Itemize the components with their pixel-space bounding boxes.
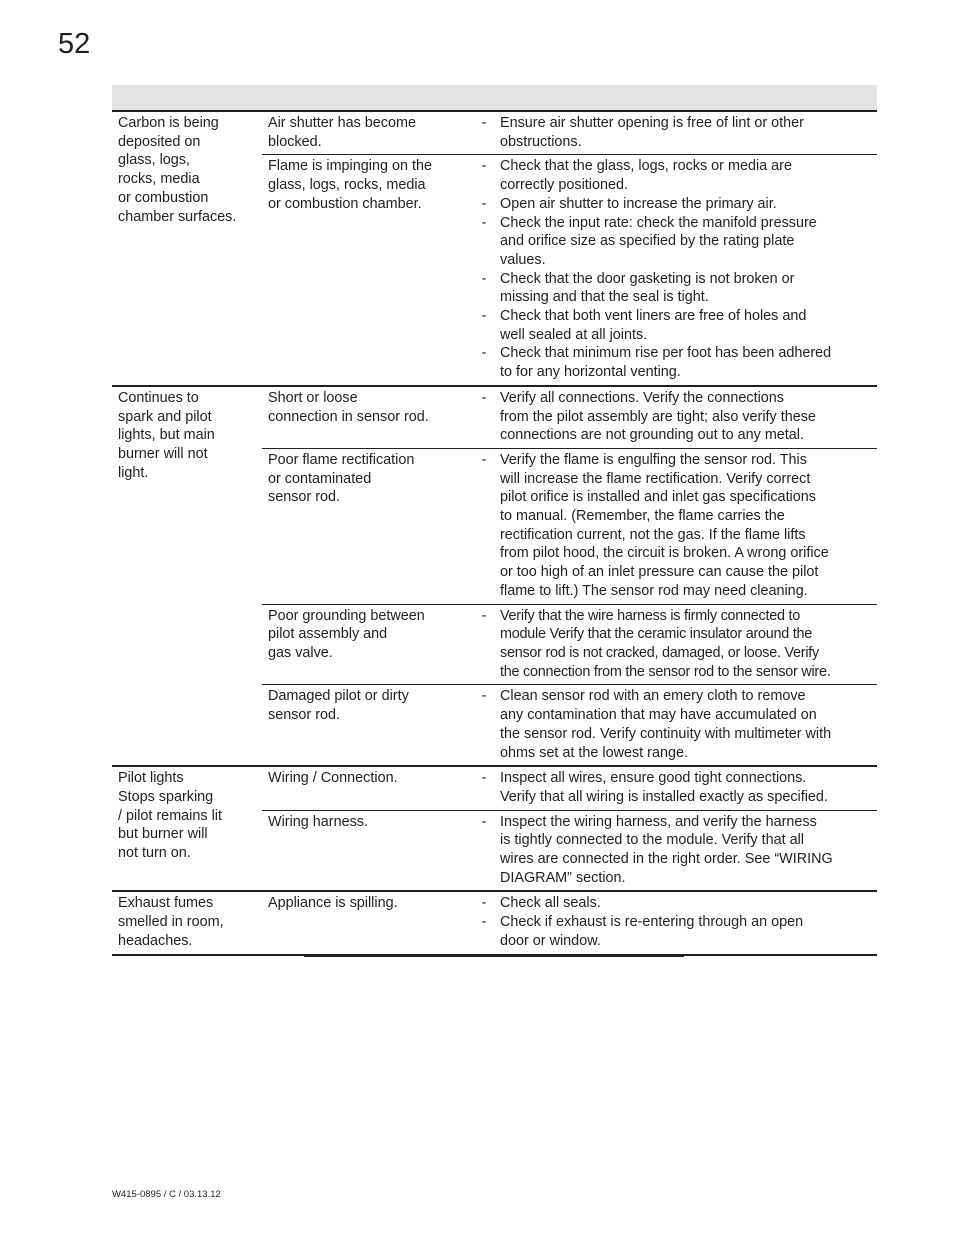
text-line: values. [500,251,546,268]
bullet-dash: - [481,770,487,787]
text-line: or too high of an inlet pressure can cause the pilot [500,564,819,581]
bullet-dash: - [481,115,487,131]
bullet-dash: - [481,158,487,175]
cause-row [262,604,877,685]
text-line: Short or loose [268,389,358,406]
cause-row [262,448,877,604]
text-line: connection in sensor rod. [268,408,429,425]
remedy-cell [468,811,877,891]
cause-cell [262,112,468,154]
text-line: Poor grounding between [268,607,425,624]
remedy-item [468,195,877,214]
text-line: Wiring harness. [268,813,368,830]
text-line: deposited on [118,133,201,150]
troubleshooting-table [112,112,877,956]
text-line: Verify that the wire harness is firmly connected to [500,607,800,624]
remedy-text [500,270,877,307]
text-line: Check that both vent liners are free of holes and [500,308,807,325]
bullet-dash: - [481,345,487,362]
text-line: Check all seals. [500,895,601,912]
remedy-text [500,769,877,806]
cause-cell [262,811,468,891]
remedy-cell [468,387,877,448]
cause-row [262,684,877,765]
text-line: Wiring / Connection. [268,770,398,787]
cause-row [262,112,877,154]
text-line: Check if exhaust is re-entering through an open [500,914,804,931]
text-line: DIAGRAM” section. [500,869,626,886]
text-line: smelled in room, [118,914,224,931]
text-line: wires are connected in the right order. See “WIRING [500,851,833,868]
text-line: any contamination that may have accumulated on [500,707,817,724]
problem-group [112,767,877,892]
bullet-dash: - [481,308,487,325]
remedy-item [468,451,877,601]
text-line: light. [118,464,149,481]
text-line: Check that the door gasketing is not broken or [500,270,795,287]
text-line: sensor rod is not cracked, damaged, or loose. Verify [500,644,819,661]
page-number: 52 [58,28,91,60]
cause-row [262,767,877,809]
bullet-dash: - [481,451,487,468]
text-line: burner will not [118,445,208,462]
remedy-text [500,389,877,445]
text-line: glass, logs, [118,152,190,169]
text-line: headaches. [118,932,193,949]
causes-column [262,112,877,385]
text-line: Appliance is spilling. [268,895,398,912]
text-line: Flame is impinging on the [268,158,432,175]
symptom-cell [112,112,262,385]
text-line: Exhaust fumes [118,895,214,912]
remedy-item [468,913,877,950]
causes-column [262,892,877,953]
text-line: obstructions. [500,133,582,150]
text-line: Continues to [118,389,199,406]
remedy-text [500,813,877,888]
text-line: Poor flame rectification [268,451,415,468]
table-header-band [112,85,877,112]
text-line: blocked. [268,133,322,150]
text-line: Carbon is being [118,115,219,131]
cause-cell [262,767,468,809]
remedy-item [468,270,877,307]
remedy-text [500,114,877,151]
text-line: is tightly connected to the module. Verify that all [500,832,804,849]
text-line: the connection from the sensor rod to the sensor wire. [500,663,831,680]
remedy-cell [468,767,877,809]
bullet-dash: - [481,895,487,912]
remedy-text [500,344,877,381]
text-line: missing and that the seal is tight. [500,289,709,306]
remedy-text [500,913,877,950]
text-line: rocks, media [118,171,200,188]
text-line: module Verify that the ceramic insulator around the [500,626,813,643]
text-line: pilot orifice is installed and inlet gas specifications [500,489,816,506]
text-line: Check that minimum rise per foot has been adhered [500,345,832,362]
text-line: will increase the flame rectification. Verify correct [500,470,811,487]
symptom-cell [112,767,262,890]
document-code: W415-0895 / C / 03.13.12 [112,1189,221,1200]
remedy-text [500,195,877,214]
causes-column [262,387,877,765]
remedy-text [500,607,877,682]
text-line: Inspect the wiring harness, and verify the harness [500,813,817,830]
symptom-cell [112,892,262,953]
cause-cell [262,892,468,953]
remedy-item [468,114,877,151]
text-line: Ensure air shutter opening is free of lint or other [500,115,804,131]
text-line: sensor rod. [268,489,340,506]
text-line: to manual. (Remember, the flame carries the [500,508,785,525]
remedy-text [500,451,877,601]
remedy-item [468,214,877,270]
remedy-cell [468,449,877,604]
text-line: but burner will [118,826,208,843]
text-line: spark and pilot [118,408,212,425]
text-line: sensor rod. [268,707,340,724]
text-line: not turn on. [118,845,191,862]
text-line: flame to lift.) The sensor rod may need cleaning. [500,582,808,599]
text-line: Damaged pilot or dirty [268,688,409,705]
remedy-cell [468,685,877,765]
bullet-dash: - [481,389,487,406]
text-line: connections are not grounding out to any metal. [500,427,805,444]
remedy-text [500,157,877,194]
text-line: well sealed at all joints. [500,326,648,343]
text-line: Verify that all wiring is installed exactly as specified. [500,788,828,805]
remedy-text [500,214,877,270]
cause-cell [262,685,468,765]
text-line: the sensor rod. Verify continuity with multimeter with [500,725,832,742]
cause-cell [262,449,468,604]
remedy-item [468,307,877,344]
bullet-dash: - [481,214,487,231]
remedy-item [468,607,877,682]
problem-group [112,387,877,767]
remedy-text [500,894,877,913]
remedy-cell [468,892,877,953]
text-line: chamber surfaces. [118,208,237,225]
cause-row [262,154,877,384]
text-line: / pilot remains lit [118,807,222,824]
remedy-item [468,813,877,888]
text-line: correctly positioned. [500,177,628,194]
text-line: Check the input rate: check the manifold pressure [500,214,817,231]
text-line: door or window. [500,932,601,949]
text-line: ohms set at the lowest range. [500,744,688,761]
text-line: Open air shutter to increase the primary air. [500,195,777,212]
text-line: Check that the glass, logs, rocks or media are [500,158,792,175]
cause-cell [262,605,468,685]
text-line: Air shutter has become [268,115,416,131]
remedy-cell [468,112,877,154]
text-line: rectification current, not the gas. If the flame lifts [500,526,806,543]
text-line: from the pilot assembly are tight; also verify these [500,408,816,425]
cause-row [262,387,877,448]
causes-column [262,767,877,890]
bullet-dash: - [481,688,487,705]
cause-cell [262,387,468,448]
bullet-dash: - [481,195,487,212]
remedy-item [468,687,877,762]
problem-group [112,892,877,955]
remedy-item [468,157,877,194]
text-line: Verify the flame is engulfing the sensor rod. This [500,451,807,468]
remedy-item [468,344,877,381]
bullet-dash: - [481,813,487,830]
bullet-dash: - [481,270,487,287]
text-line: Clean sensor rod with an emery cloth to remove [500,688,806,705]
text-line: Pilot lights [118,770,184,787]
remedy-text [500,307,877,344]
problem-group [112,112,877,387]
footer-rule [304,956,684,957]
remedy-cell [468,155,877,384]
cause-row [262,892,877,953]
text-line: Inspect all wires, ensure good tight connections. [500,770,807,787]
remedy-item [468,894,877,913]
text-line: Stops sparking [118,788,214,805]
text-line: pilot assembly and [268,626,388,643]
bullet-dash: - [481,607,487,624]
remedy-text [500,687,877,762]
symptom-cell [112,387,262,765]
text-line: Verify all connections. Verify the connections [500,389,784,406]
text-line: or combustion chamber. [268,195,422,212]
text-line: from pilot hood, the circuit is broken. A wrong orifice [500,545,829,562]
text-line: or combustion [118,189,209,206]
bullet-dash: - [481,914,487,931]
text-line: to for any horizontal venting. [500,364,681,381]
text-line: glass, logs, rocks, media [268,177,426,194]
cause-cell [262,155,468,384]
text-line: gas valve. [268,644,333,661]
text-line: lights, but main [118,427,215,444]
text-line: or contaminated [268,470,372,487]
remedy-item [468,389,877,445]
remedy-cell [468,605,877,685]
remedy-item [468,769,877,806]
cause-row [262,810,877,891]
text-line: and orifice size as specified by the rating plate [500,233,795,250]
